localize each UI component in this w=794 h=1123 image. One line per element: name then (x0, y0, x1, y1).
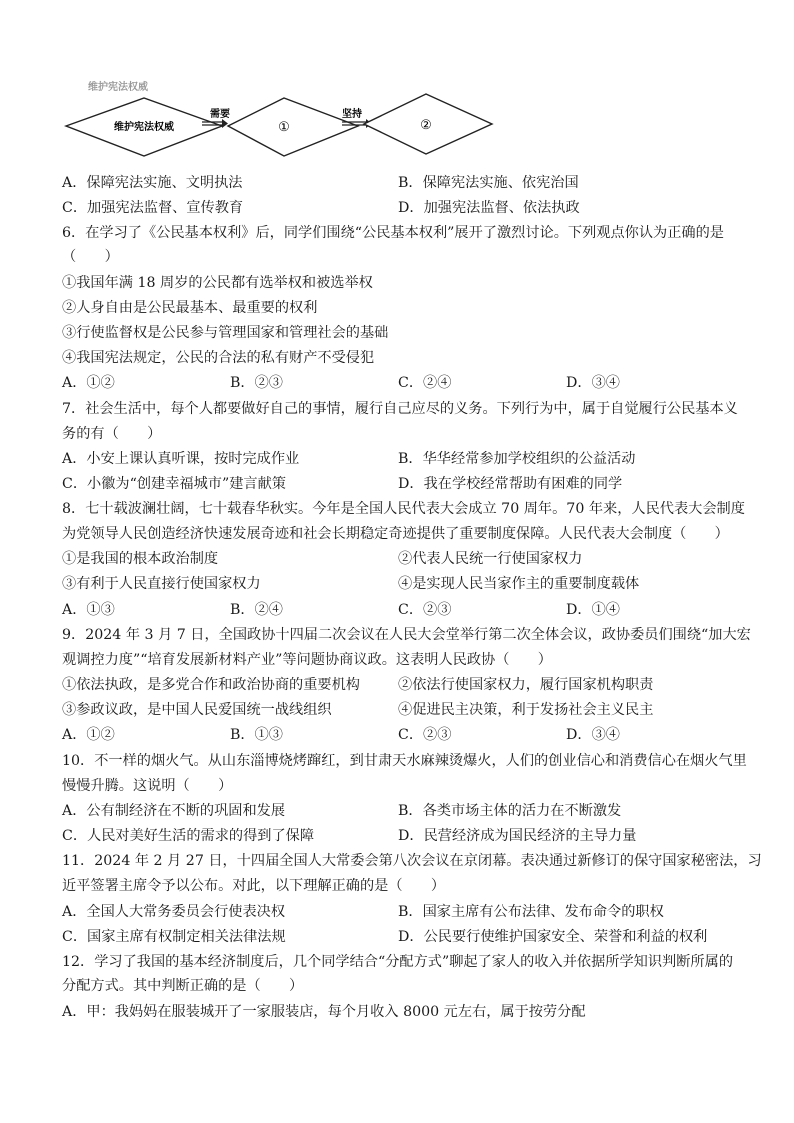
q5-option-c: C．加强宪法监督、宣传教育 (62, 200, 244, 216)
q6-statement-1: ①我国年满 18 周岁的公民都有选举权和被选举权 (62, 275, 373, 291)
q9-option-a: A．①② (62, 727, 115, 743)
q10-stem-line1: 10．不一样的烟火气。从山东淄博烧烤蹿红，到甘肃天水麻辣烫爆火，人们的创业信心和消费信心在烟火气里 (62, 753, 747, 769)
q8-stem-line2: 为党领导人民创造经济快速发展奇迹和社会长期稳定奇迹提供了重要制度保障。人民代表大会制度（ ） (62, 526, 729, 542)
flow-diagram (62, 76, 502, 164)
q5-option-a: A．保障宪法实施、文明执法 (62, 175, 243, 191)
q6-option-d: D．③④ (566, 375, 620, 391)
q6-option-a: A．①② (62, 375, 115, 391)
q6-option-b: B．②③ (230, 375, 283, 391)
q10-option-d: D．民营经济成为国民经济的主导力量 (398, 828, 637, 844)
q6-option-c: C．②④ (398, 375, 452, 391)
q11-option-b: B．国家主席有公布法律、发布命令的职权 (398, 904, 664, 920)
q9-option-c: C．②③ (398, 727, 452, 743)
q7-stem-line2: 务的有（ ） (62, 426, 162, 442)
q8-stem-line1: 8．七十载波澜壮阔，七十载春华秋实。今年是全国人民代表大会成立 70 周年。70 年来，人民代表大会制度 (62, 501, 745, 517)
q11-stem-line1: 11．2024 年 2 月 27 日，十四届全国人大常委会第八次会议在京闭幕。表决通过新修订的保守国家秘密法，习 (62, 853, 762, 869)
diagram-arrow-1-label: 需要 (210, 109, 230, 120)
q11-stem-line2: 近平签署主席令予以公布。对此，以下理解正确的是（ ） (62, 878, 446, 894)
q5-option-b: B．保障宪法实施、依宪治国 (398, 175, 579, 191)
q12-option-a: A．甲：我妈妈在服装城开了一家服装店，每个月收入 8000 元左右，属于按劳分配 (62, 1004, 586, 1020)
q6-stem-line1: 6．在学习了《公民基本权利》后，同学们围绕“公民基本权利”展开了激烈讨论。下列观点你认为正确的是 (62, 225, 724, 241)
q8-statement-2: ②代表人民统一行使国家权力 (398, 551, 583, 567)
q9-stem-line1: 9．2024 年 3 月 7 日，全国政协十四届二次会议在人民大会堂举行第二次全体会议，政协委员们围绕“加大宏 (62, 627, 751, 643)
q5-option-d: D．加强宪法监督、依法执政 (398, 200, 580, 216)
q9-statement-1: ①依法执政，是多党合作和政治协商的重要机构 (62, 677, 360, 693)
q10-option-c: C．人民对美好生活的需求的得到了保障 (62, 828, 315, 844)
q6-statement-3: ③行使监督权是公民参与管理国家和管理社会的基础 (62, 325, 389, 341)
q12-stem-line1: 12．学习了我国的基本经济制度后，几个同学结合“分配方式”聊起了家人的收入并依据所学知识判断所属的 (62, 954, 734, 970)
q7-option-d: D．我在学校经常帮助有困难的同学 (398, 476, 623, 492)
q8-option-b: B．②④ (230, 602, 283, 618)
q11-option-c: C．国家主席有权制定相关法律法规 (62, 929, 286, 945)
q6-stem-line2: （ ） (62, 249, 119, 265)
q9-statement-3: ③参政议政，是中国人民爱国统一战线组织 (62, 702, 332, 718)
q8-option-a: A．①③ (62, 602, 115, 618)
q10-stem-line2: 慢慢升腾。这说明（ ） (62, 778, 233, 794)
q9-option-b: B．①③ (230, 727, 283, 743)
diagram-box-1-label: 维护宪法权威 (114, 122, 174, 133)
diagram-box-3-label: ② (420, 118, 432, 133)
q7-option-b: B．华华经常参加学校组织的公益活动 (398, 451, 636, 467)
q6-statement-4: ④我国宪法规定，公民的合法的私有财产不受侵犯 (62, 350, 375, 366)
q7-option-c: C．小徽为“创建幸福城市”建言献策 (62, 476, 286, 492)
q8-option-c: C．②③ (398, 602, 452, 618)
q8-option-d: D．①④ (566, 602, 620, 618)
diagram-box-2 (228, 98, 358, 156)
q8-statement-1: ①是我国的根本政治制度 (62, 551, 219, 567)
q9-statement-2: ②依法行使国家权力，履行国家机构职责 (398, 677, 654, 693)
q7-option-a: A．小安上课认真听课，按时完成作业 (62, 451, 300, 467)
q10-option-a: A．公有制经济在不断的巩固和发展 (62, 803, 286, 819)
q11-option-a: A．全国人大常务委员会行使表决权 (62, 904, 286, 920)
diagram-arrow-2-label: 坚持 (342, 109, 362, 120)
q8-statement-3: ③有利于人民直接行使国家权力 (62, 576, 261, 592)
q12-stem-line2: 分配方式。其中判断正确的是（ ） (62, 978, 304, 994)
q9-stem-line2: 观调控力度”“培育发展新材料产业”等问题协商议政。这表明人民政协（ ） (62, 652, 552, 668)
diagram-top-label: 维护宪法权威 (88, 82, 148, 93)
q6-statement-2: ②人身自由是公民最基本、最重要的权利 (62, 300, 318, 316)
q7-stem-line1: 7．社会生活中，每个人都要做好自己的事情，履行自己应尽的义务。下列行为中，属于自觉履行公民基本义 (62, 401, 738, 417)
q11-option-d: D．公民要行使维护国家安全、荣誉和利益的权利 (398, 929, 708, 945)
q8-statement-4: ④是实现人民当家作主的重要制度载体 (398, 576, 640, 592)
diagram-box-2-label: ① (278, 120, 290, 135)
q9-option-d: D．③④ (566, 727, 620, 743)
q9-statement-4: ④促进民主决策，利于发扬社会主义民主 (398, 702, 654, 718)
q10-option-b: B．各类市场主体的活力在不断激发 (398, 803, 622, 819)
